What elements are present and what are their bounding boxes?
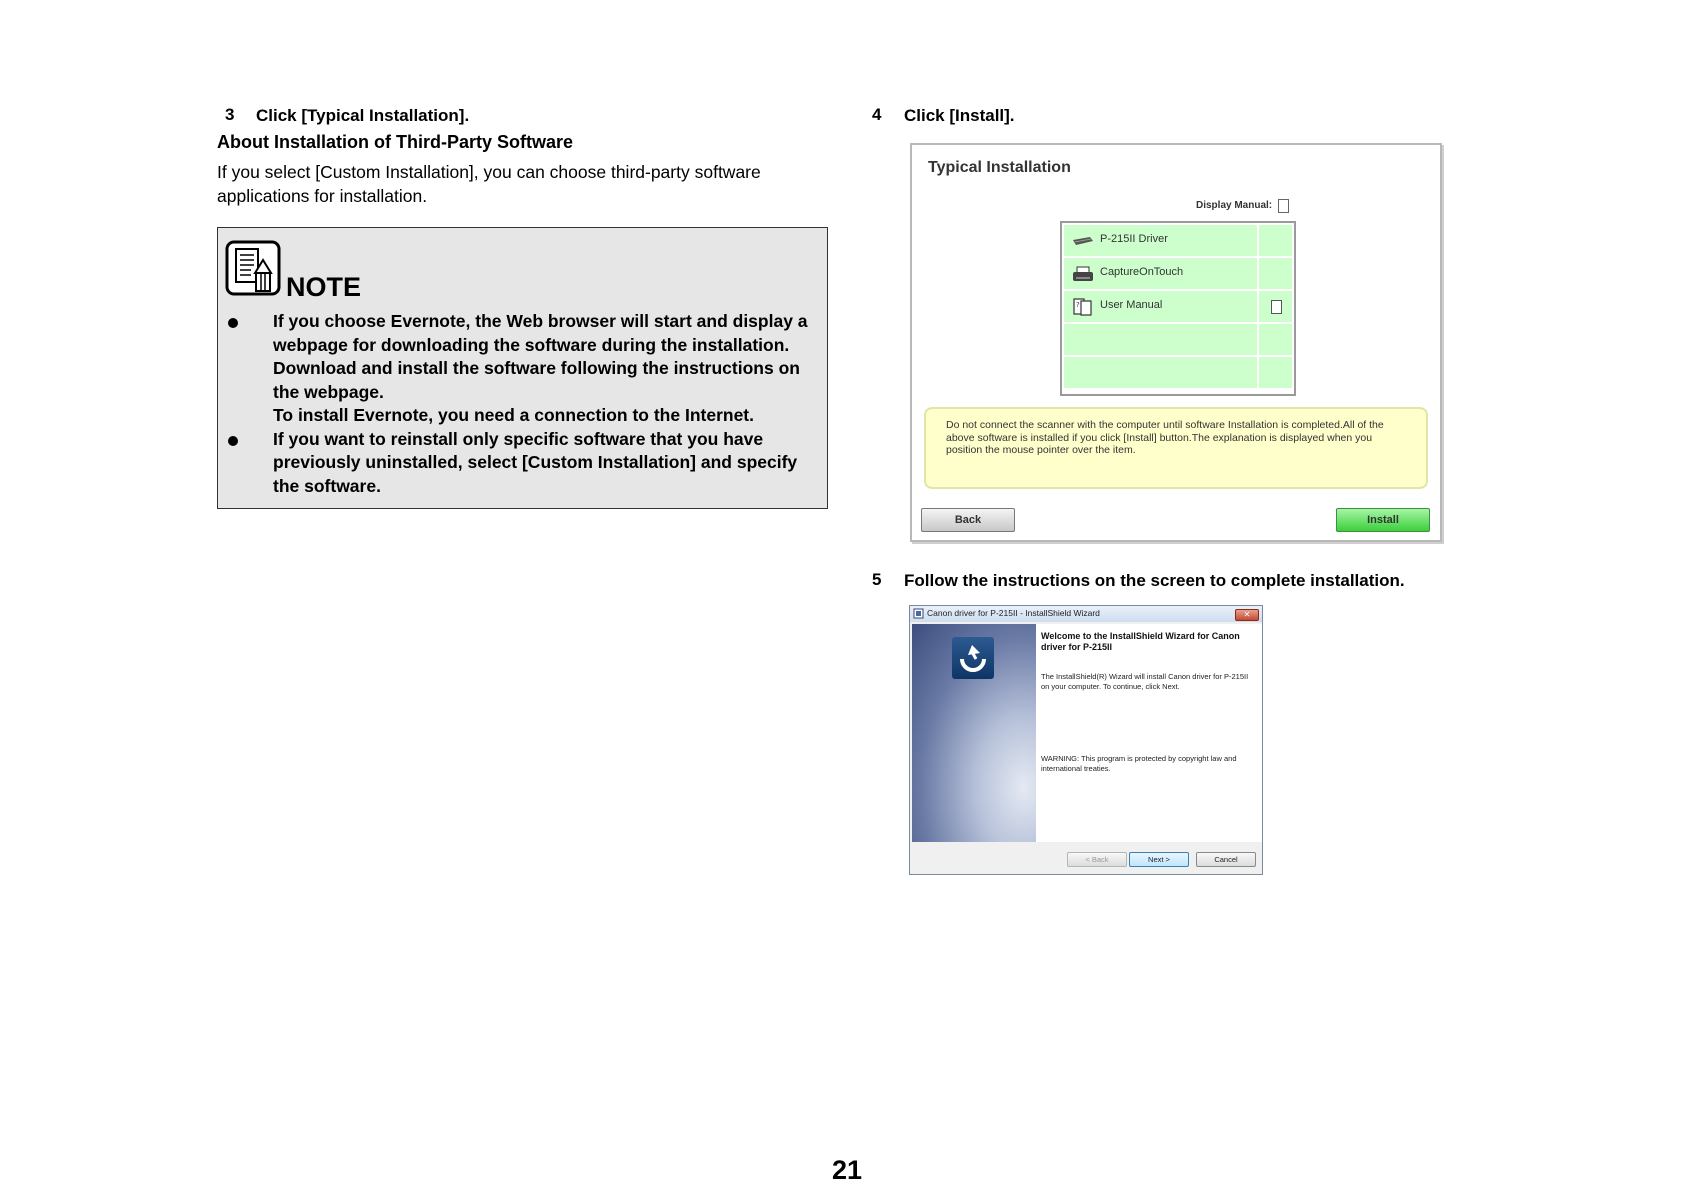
manual-document-icon bbox=[1278, 199, 1289, 213]
installation-warning: Do not connect the scanner with the computer until software Installation is completed.All of the above software is installed if you click [Install] button.The explanation is displayed when you position the mouse pointer over the item. bbox=[924, 407, 1428, 489]
software-row-empty bbox=[1064, 324, 1292, 355]
note-list bbox=[226, 310, 821, 498]
wizard-content bbox=[1036, 624, 1262, 842]
wizard-description: The InstallShield(R) Wizard will install Canon driver for P-215II on your computer. To continue, click Next. bbox=[1041, 672, 1249, 691]
about-third-party-body: If you select [Custom Installation], you can choose third-party software applications for installation. bbox=[217, 162, 761, 206]
software-label: CaptureOnTouch bbox=[1100, 266, 1184, 278]
wizard-titlebar bbox=[910, 606, 1262, 622]
software-row[interactable] bbox=[1064, 291, 1292, 322]
note-item bbox=[226, 310, 821, 428]
note-label: NOTE bbox=[286, 272, 362, 302]
install-button[interactable]: Install bbox=[1336, 508, 1430, 532]
bullet-icon bbox=[228, 436, 238, 446]
display-manual-label: Display Manual: bbox=[1196, 200, 1273, 211]
installshield-logo-icon bbox=[952, 637, 994, 679]
software-label: P-215II Driver bbox=[1100, 233, 1168, 245]
page-number: 21 bbox=[832, 1155, 863, 1185]
wizard-back-button[interactable]: < Back bbox=[1067, 852, 1127, 867]
step-3-number: 3 bbox=[225, 105, 235, 124]
wizard-copyright-warning: WARNING: This program is protected by copyright law and international treaties. bbox=[1041, 754, 1237, 773]
about-third-party-title: About Installation of Third-Party Software bbox=[217, 132, 574, 152]
software-table bbox=[1060, 221, 1296, 396]
step-4-text: Click [Install]. bbox=[904, 106, 1015, 125]
wizard-side-banner bbox=[912, 624, 1036, 842]
note-item-text: If you choose Evernote, the Web browser will start and display a webpage for downloading the software during the installation. Download and install the software following the instructions on the webpage. bbox=[273, 311, 808, 402]
installer-app-icon bbox=[913, 608, 924, 619]
step-3-text: Click [Typical Installation]. bbox=[256, 106, 470, 125]
note-item-text: If you want to reinstall only specific software that you have previously uninstalled, select [Custom Installation] and specify the software. bbox=[273, 428, 798, 496]
note-icon bbox=[225, 240, 281, 296]
typical-installation-screenshot bbox=[910, 143, 1442, 542]
wizard-cancel-button[interactable]: Cancel bbox=[1196, 852, 1256, 867]
note-item-subtext: To install Evernote, you need a connection to the Internet. bbox=[273, 405, 754, 425]
note-box bbox=[217, 227, 828, 509]
typical-installation-title: Typical Installation bbox=[928, 159, 1071, 176]
printer-icon bbox=[1072, 265, 1094, 283]
software-label: User Manual bbox=[1100, 299, 1163, 311]
step-5-text: Follow the instructions on the screen to complete installation. bbox=[904, 571, 1405, 590]
scanner-icon bbox=[1072, 232, 1094, 250]
installshield-wizard-screenshot bbox=[909, 605, 1263, 875]
manual-book-icon bbox=[1072, 298, 1094, 316]
display-manual-icon[interactable] bbox=[1271, 300, 1282, 314]
wizard-next-button[interactable]: Next > bbox=[1129, 852, 1189, 867]
bullet-icon bbox=[228, 318, 238, 328]
wizard-window-title: Canon driver for P-215II - InstallShield Wizard bbox=[927, 608, 1100, 618]
software-row[interactable] bbox=[1064, 225, 1292, 256]
step-4-number: 4 bbox=[872, 105, 882, 124]
software-row-empty bbox=[1064, 357, 1292, 388]
svg-text:?: ? bbox=[1076, 301, 1080, 309]
close-icon[interactable]: ✕ bbox=[1235, 609, 1259, 621]
software-row[interactable] bbox=[1064, 258, 1292, 289]
wizard-heading: Welcome to the InstallShield Wizard for Canon driver for P-215II bbox=[1041, 631, 1240, 652]
note-item bbox=[226, 428, 821, 499]
back-button[interactable]: Back bbox=[921, 508, 1015, 532]
step-5-number: 5 bbox=[872, 570, 882, 589]
